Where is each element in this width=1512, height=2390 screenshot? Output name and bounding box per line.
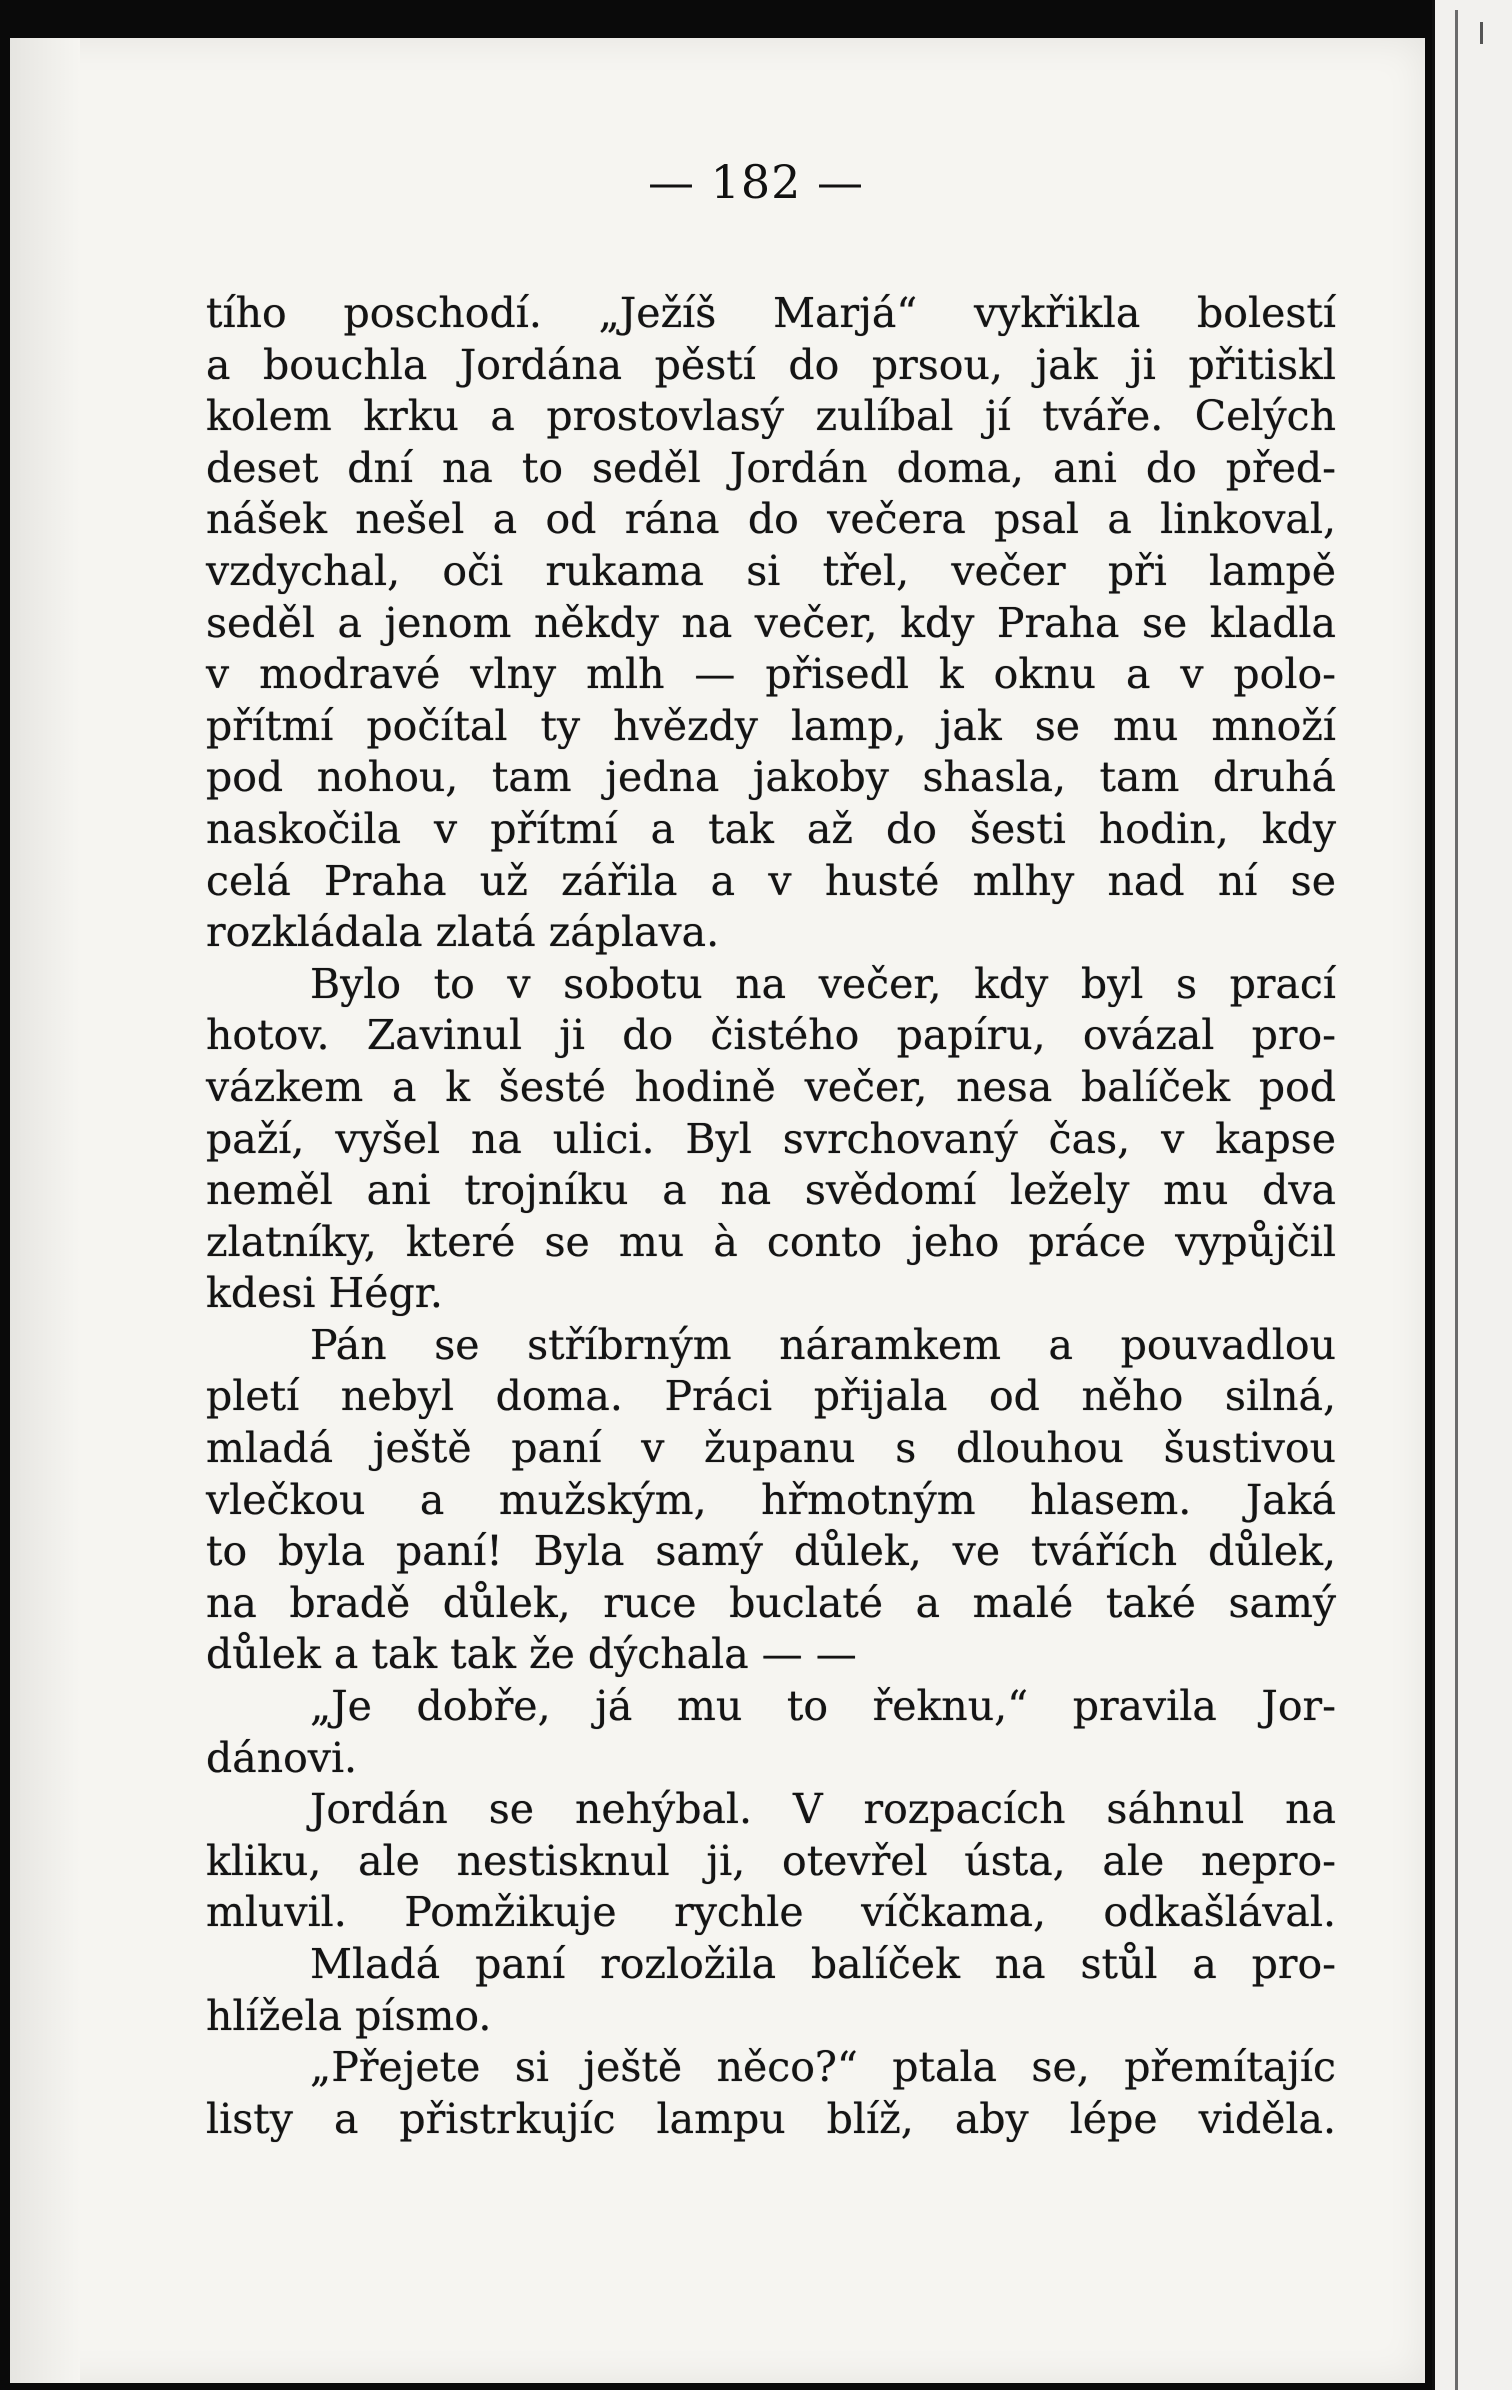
- text-line: listy a přistrkujíc lampu blíž, aby lépe viděla.: [206, 2094, 1336, 2143]
- text-line: Pán se stříbrným náramkem a pouvadlou: [310, 1320, 1336, 1369]
- text-line: deset dní na to seděl Jordán doma, ani do před-: [206, 443, 1336, 492]
- text-line: hotov. Zavinul ji do čistého papíru, ovázal pro-: [206, 1011, 1336, 1060]
- text-line: celá Praha už zářila a v husté mlhy nad ní se: [206, 856, 1336, 905]
- edge-mark: [1480, 22, 1483, 44]
- text-line: paží, vyšel na ulici. Byl svrchovaný čas, v kapse: [206, 1114, 1336, 1163]
- text-line: naskočila v přítmí a tak až do šesti hodin, kdy: [206, 804, 1336, 853]
- page-number: — 182 —: [647, 155, 865, 209]
- text-line: „Přejete si ještě něco?“ ptala se, přemítajíc: [310, 2043, 1336, 2092]
- text-line: přítmí počítal ty hvězdy lamp, jak se mu množí: [206, 701, 1336, 750]
- text-line: na bradě důlek, ruce buclaté a malé také samý: [206, 1578, 1336, 1627]
- text-line: nášek nešel a od rána do večera psal a linkoval,: [206, 495, 1336, 544]
- text-line: kliku, ale nestisknul ji, otevřel ústa, ale nepro-: [206, 1836, 1336, 1885]
- text-line: kolem krku a prostovlasý zulíbal jí tváře. Celých: [206, 392, 1336, 441]
- text-line: hlížela písmo.: [206, 1991, 492, 2040]
- text-line: důlek a tak tak že dýchala — —: [206, 1630, 857, 1679]
- text-line: neměl ani trojníku a na svědomí ležely mu dva: [206, 1166, 1336, 1215]
- text-line: a bouchla Jordána pěstí do prsou, jak ji přitiskl: [206, 340, 1336, 389]
- text-line: vázkem a k šesté hodině večer, nesa balíček pod: [206, 1062, 1336, 1111]
- text-line: rozkládala zlatá záplava.: [206, 908, 720, 957]
- text-line: v modravé vlny mlh — přisedl k oknu a v polo-: [206, 650, 1336, 699]
- body-text: [206, 288, 1336, 2145]
- text-line: Mladá paní rozložila balíček na stůl a pro-: [310, 1940, 1336, 1988]
- text-line: pod nohou, tam jedna jakoby shasla, tam druhá: [206, 753, 1336, 802]
- text-line: Bylo to v sobotu na večer, kdy byl s prací: [310, 959, 1336, 1008]
- text-line: mladá ještě paní v županu s dlouhou šustivou: [206, 1424, 1336, 1473]
- text-line: „Je dobře, já mu to řeknu,“ pravila Jor-: [310, 1682, 1336, 1731]
- text-line: kdesi Hégr.: [206, 1269, 443, 1318]
- text-line: to byla paní! Byla samý důlek, ve tvářích důlek,: [206, 1527, 1336, 1576]
- text-line: dánovi.: [206, 1733, 358, 1782]
- text-line: tího poschodí. „Ježíš Marjá“ vykřikla bolestí: [206, 289, 1336, 337]
- page-shadow-edge: [10, 38, 80, 2383]
- page-gutter-line: [1455, 10, 1458, 2390]
- text-line: zlatníky, které se mu à conto jeho práce vypůjčil: [206, 1217, 1336, 1266]
- text-line: vlečkou a mužským, hřmotným hlasem. Jaká: [206, 1475, 1336, 1524]
- text-line: vzdychal, oči rukama si třel, večer při lampě: [206, 546, 1336, 595]
- text-line: mluvil. Pomžikuje rychle víčkama, odkašlával.: [206, 1888, 1336, 1937]
- text-line: seděl a jenom někdy na večer, kdy Praha se kladla: [206, 598, 1336, 647]
- text-line: Jordán se nehýbal. V rozpacích sáhnul na: [310, 1785, 1336, 1834]
- next-page-edge: [1432, 0, 1512, 2390]
- text-line: pletí nebyl doma. Práci přijala od něho silná,: [206, 1372, 1336, 1421]
